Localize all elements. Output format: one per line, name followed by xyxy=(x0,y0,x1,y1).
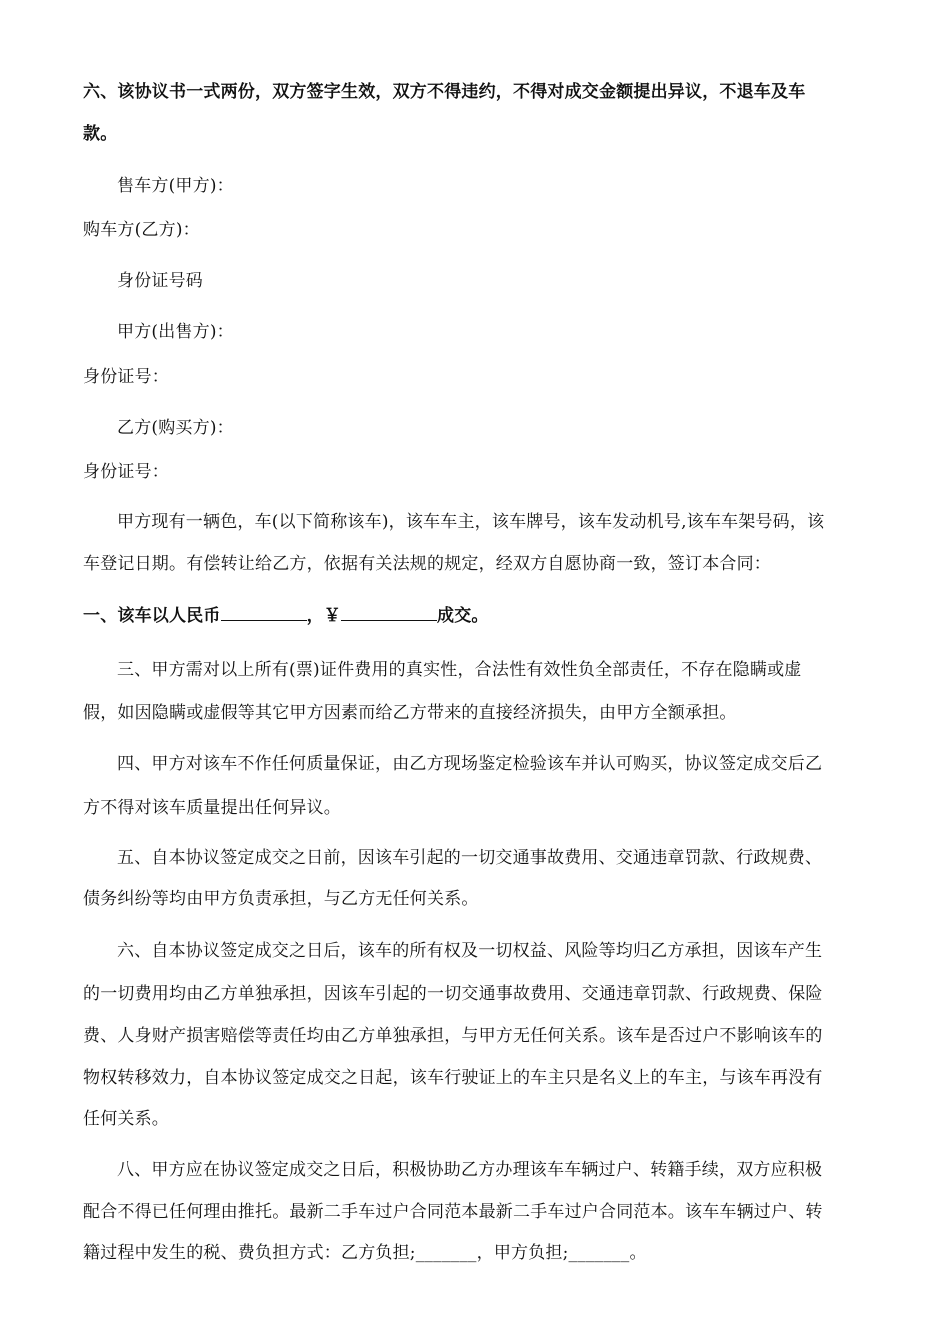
seller-label: 售车方(甲方)： xyxy=(117,176,234,196)
id-number-label: 身份证号码 xyxy=(117,271,203,291)
clause8-line3: 籍过程中发生的税、费负担方式：乙方负担;_______，甲方负担;_______。 xyxy=(83,1243,647,1263)
party-b-label: 乙方(购买方)： xyxy=(117,418,234,438)
clause4-line2: 方不得对该车质量提出任何异议。 xyxy=(83,798,341,818)
clause1 xyxy=(83,604,489,627)
intro-line1: 甲方现有一辆色，车(以下简称该车)，该车车主，该车牌号，该车发动机号,该车车架号码，该 xyxy=(117,512,825,532)
clause6-line3: 费、人身财产损害赔偿等责任均由乙方单独承担，与甲方无任何关系。该车是否过户不影响该车的 xyxy=(83,1026,823,1046)
party-a-label: 甲方(出售方)： xyxy=(117,322,234,342)
clause1-middle: ，￥ xyxy=(306,606,342,626)
clause5-line1: 五、自本协议签定成交之日前，因该车引起的一切交通事故费用、交通违章罚款、行政规费、 xyxy=(117,848,823,868)
clause6-bold-line2: 款。 xyxy=(83,124,118,144)
yuan-blank xyxy=(341,604,437,621)
clause6-line2: 的一切费用均由乙方单独承担，因该车引起的一切交通事故费用、交通违章罚款、行政规费、保险 xyxy=(83,984,823,1004)
clause6-bold-line1: 六、该协议书一式两份，双方签字生效，双方不得违约，不得对成交金额提出异议，不退车及车 xyxy=(83,82,806,102)
clause1-suffix: 成交。 xyxy=(437,606,489,626)
price-blank xyxy=(221,604,307,621)
id-label-2: 身份证号： xyxy=(83,462,169,482)
clause3-line2: 假，如因隐瞒或虚假等其它甲方因素而给乙方带来的直接经济损失，由甲方全额承担。 xyxy=(83,703,737,723)
buyer-label: 购车方(乙方)： xyxy=(83,220,200,240)
clause8-line2: 配合不得已任何理由推托。最新二手车过户合同范本最新二手车过户合同范本。该车车辆过户、转 xyxy=(83,1202,823,1222)
clause3-line1: 三、甲方需对以上所有(票)证件费用的真实性，合法性有效性负全部责任，不存在隐瞒或虚 xyxy=(117,660,802,680)
clause4-line1: 四、甲方对该车不作任何质量保证，由乙方现场鉴定检验该车并认可购买，协议签定成交后乙 xyxy=(117,754,823,774)
id-label-1: 身份证号： xyxy=(83,367,169,387)
clause1-prefix: 一、该车以人民币 xyxy=(83,606,221,626)
clause6-line5: 任何关系。 xyxy=(83,1109,169,1129)
clause5-line2: 债务纠纷等均由甲方负责承担，与乙方无任何关系。 xyxy=(83,889,479,909)
clause6-line1: 六、自本协议签定成交之日后，该车的所有权及一切权益、风险等均归乙方承担，因该车产生 xyxy=(117,941,823,961)
clause6-line4: 物权转移效力，自本协议签定成交之日起，该车行驶证上的车主只是名义上的车主，与该车再没有 xyxy=(83,1068,823,1088)
clause8-line1: 八、甲方应在协议签定成交之日后，积极协助乙方办理该车车辆过户、转籍手续，双方应积极 xyxy=(117,1160,823,1180)
intro-line2: 车登记日期。有偿转让给乙方，依据有关法规的规定，经双方自愿协商一致，签订本合同： xyxy=(83,554,771,574)
